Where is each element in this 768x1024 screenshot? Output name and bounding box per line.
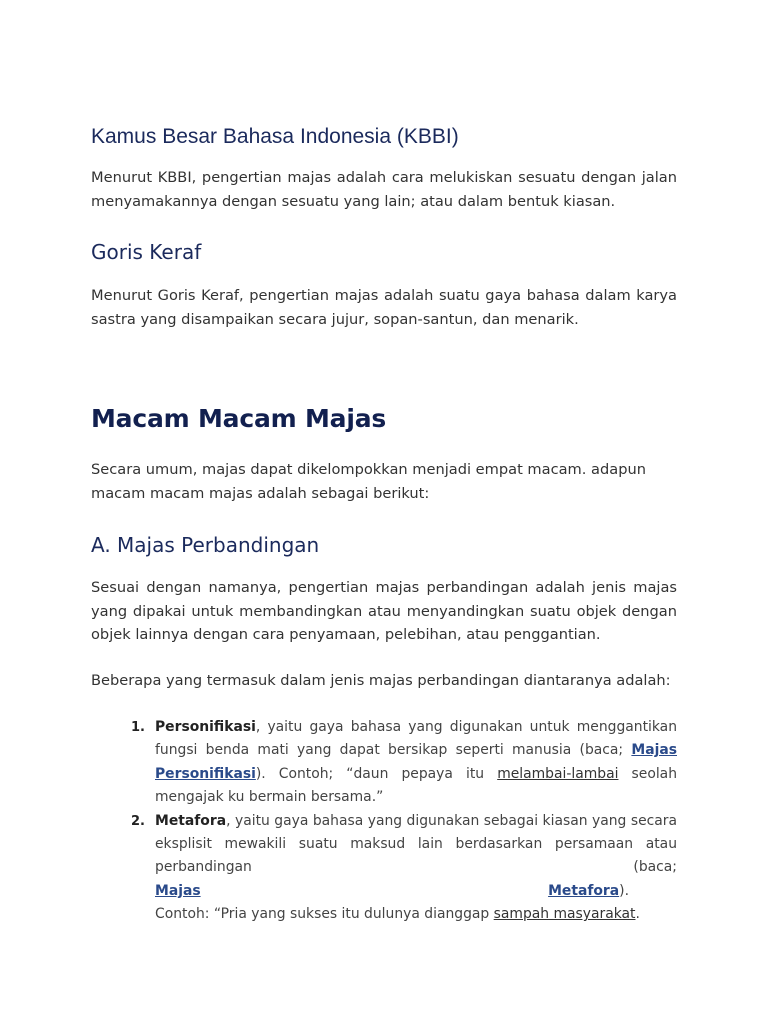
majas-list <box>91 716 677 927</box>
example-rest: seolah mengajak ku bermain bersama.” <box>155 765 678 806</box>
paragraph-macam-majas: Secara umum, majas dapat dikelompokkan menjadi empat macam. adapun macam macam majas adalah sebagai berikut: <box>91 461 646 502</box>
heading-majas-perbandingan: A. Majas Perbandingan <box>91 533 320 557</box>
heading-macam-macam-majas: Macam Macam Majas <box>91 404 387 433</box>
link-majas-metafora[interactable] <box>155 880 619 903</box>
paragraph-goris-keraf: Menurut Goris Keraf, pengertian majas adalah suatu gaya bahasa dalam karya sastra yang disampaikan secara jujur, sopan-santun, dan menarik. <box>91 287 677 328</box>
term-personifikasi: Personifikasi <box>155 719 256 735</box>
example-underlined: melambai-lambai <box>497 765 619 782</box>
definition-text: , yaitu gaya bahasa yang digunakan untuk menggantikan fungsi benda mati yang dapat bersikap seperti manusia (baca; <box>155 719 677 759</box>
definition-text: , yaitu gaya bahasa yang digunakan sebagai kiasan yang secara eksplisit mewakili suatu maksud lain berdasarkan persamaan atau perbandingan (baca; <box>155 812 677 876</box>
paragraph-list-intro: Beberapa yang termasuk dalam jenis majas perbandingan diantaranya adalah: <box>91 672 671 689</box>
heading-goris-keraf: Goris Keraf <box>91 240 202 264</box>
example-rest: . <box>635 906 640 923</box>
heading-kbbi: Kamus Besar Bahasa Indonesia (KBBI) <box>91 125 459 148</box>
paragraph-kbbi: Menurut KBBI, pengertian majas adalah cara melukiskan sesuatu dengan jalan menyamakannya dengan sesuatu yang lain; atau dalam bentuk kiasan. <box>91 169 677 210</box>
after-link-text: ). <box>619 882 629 899</box>
link-majas-metafora-wrap <box>155 880 629 903</box>
list-number: 2. <box>131 813 145 829</box>
example-prefix: Contoh: “Pria yang sukses itu dulunya dianggap <box>155 906 494 923</box>
link-word-1: Majas <box>155 882 201 899</box>
link-majas-personifikasi[interactable]: Majas Personifikasi <box>155 742 677 782</box>
list-item-personifikasi <box>91 716 677 810</box>
list-number: 1. <box>131 720 145 735</box>
term-metafora: Metafora <box>155 812 227 829</box>
list-item-metafora <box>91 810 677 927</box>
link-word-2: Metafora <box>548 882 620 899</box>
example-underlined: sampah masyarakat <box>493 906 636 923</box>
after-link-text: ). Contoh; “daun pepaya itu <box>255 765 498 782</box>
paragraph-majas-perbandingan: Sesuai dengan namanya, pengertian majas perbandingan adalah jenis majas yang dipakai untuk membandingkan atau menyandingkan suatu objek dengan objek lainnya dengan cara penyamaan, pelebihan, atau penggantian. <box>91 579 677 643</box>
